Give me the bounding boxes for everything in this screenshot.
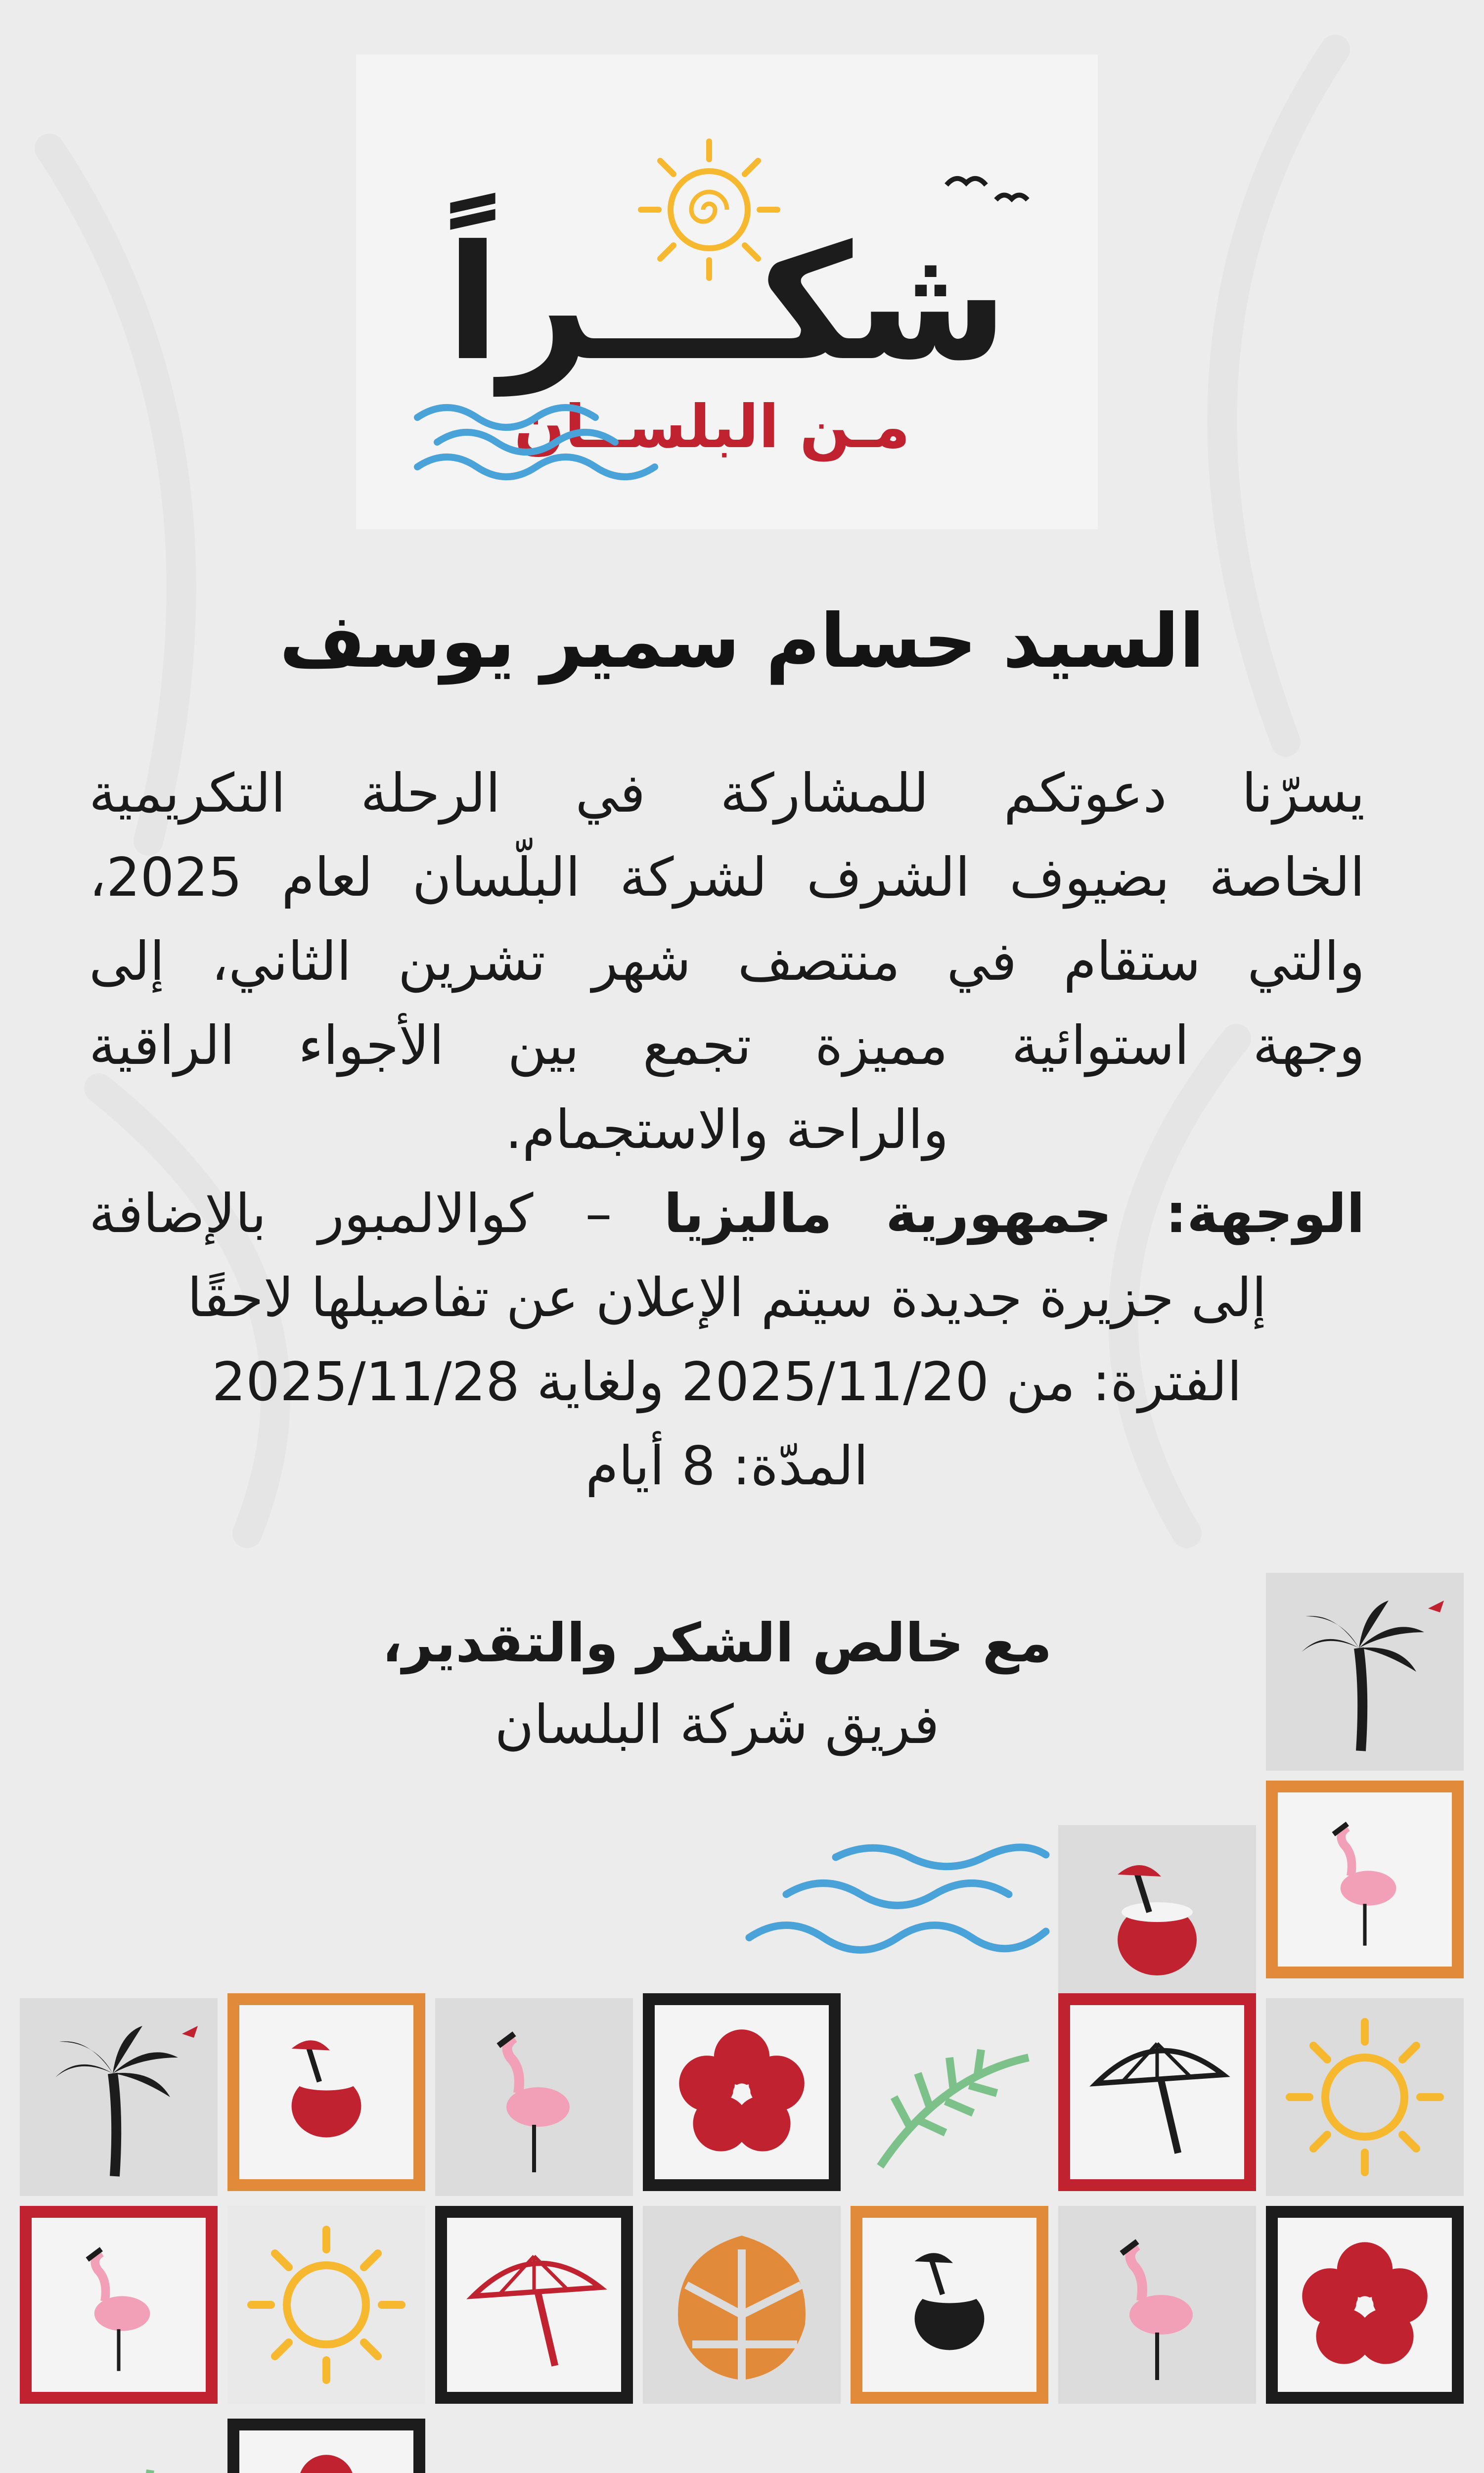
coconut-tile <box>227 1993 425 2191</box>
flamingo-icon <box>32 2218 206 2392</box>
recipient-name: السيد حسام سمير يوسف <box>279 598 1205 685</box>
signoff-team: فريق شركة البلسان <box>495 1694 940 1756</box>
waves-icon <box>737 1820 1058 1969</box>
flamingo-tile <box>1266 1781 1464 1978</box>
invitation-line: والتي ستقام في منتصف شهر تشرين الثاني، إلى <box>89 931 1365 993</box>
invitation-line: يسرّنا دعوتكم للمشاركة في الرحلة التكريمية <box>89 763 1365 824</box>
flamingo-tile <box>435 1998 633 2196</box>
invitation-body <box>89 752 1365 1509</box>
palm-tree-tile <box>1266 1573 1464 1771</box>
umbrella-tile <box>1058 1993 1256 2191</box>
coconut-drink-icon <box>239 2005 413 2179</box>
signoff <box>346 1603 1088 1766</box>
flamingo-icon <box>1278 1792 1452 1967</box>
destination-line <box>89 1172 1365 1256</box>
flamingo-icon <box>435 1998 633 2196</box>
trip-period: الفترة: من 2025/11/20 ولغاية 2025/11/28 <box>212 1351 1242 1413</box>
beach-umbrella-icon <box>447 2218 621 2392</box>
coconut-tile <box>851 2206 1048 2404</box>
sun-icon <box>227 2206 425 2404</box>
trip-duration: المدّة: 8 أيام <box>585 1435 869 1497</box>
hibiscus-icon <box>239 2430 413 2473</box>
waves-icon <box>407 388 665 487</box>
palm-leaf-tile <box>20 2419 218 2473</box>
palm-leaf-icon <box>851 1998 1048 2196</box>
sun-tile <box>227 2206 425 2404</box>
thank-you-title: شكـــراً <box>446 212 1008 396</box>
umbrella-tile <box>435 2206 633 2404</box>
from-balsan-subtitle: مـن البلســان <box>514 393 910 461</box>
sun-tile <box>1266 1998 1464 2196</box>
monstera-leaf-icon <box>643 2206 841 2404</box>
hibiscus-icon <box>1278 2218 1452 2392</box>
waves-decoration <box>737 1820 1058 1969</box>
hibiscus-icon <box>655 2005 829 2179</box>
palm-leaf-icon <box>20 2419 218 2473</box>
destination-label: الوجهة: جمهورية ماليزيا <box>664 1183 1365 1245</box>
flamingo-tile <box>1058 2206 1256 2404</box>
palm-tree-icon <box>1266 1573 1464 1771</box>
birds-icon <box>942 155 1040 215</box>
flamingo-tile <box>20 2206 218 2404</box>
invitation-line: الخاصة بضيوف الشرف لشركة البلّسان لعام 2025، <box>89 847 1365 909</box>
palm-leaf-tile <box>851 1998 1048 2196</box>
monstera-tile <box>643 2206 841 2404</box>
flamingo-icon <box>1058 2206 1256 2404</box>
sun-icon <box>1266 1998 1464 2196</box>
destination-line-2: إلى جزيرة جديدة سيتم الإعلان عن تفاصيلها لاحقًا <box>187 1267 1267 1329</box>
invitation-line: والراحة والاستجمام. <box>505 1099 949 1161</box>
palm-tree-tile <box>20 1998 218 2196</box>
invitation-line: وجهة استوائية مميزة تجمع بين الأجواء الراقية <box>89 1015 1365 1077</box>
palm-tree-icon <box>20 1998 218 2196</box>
beach-umbrella-icon <box>1070 2005 1244 2179</box>
signoff-thanks: مع خالص الشكر والتقدير، <box>382 1612 1052 1674</box>
thank-you-stamp <box>356 54 1098 529</box>
hibiscus-tile <box>643 1993 841 2191</box>
hibiscus-tile <box>1266 2206 1464 2404</box>
destination-value: – كوالالمبور بالإضافة <box>89 1183 664 1245</box>
coconut-drink-icon <box>862 2218 1036 2392</box>
hibiscus-tile <box>227 2419 425 2473</box>
